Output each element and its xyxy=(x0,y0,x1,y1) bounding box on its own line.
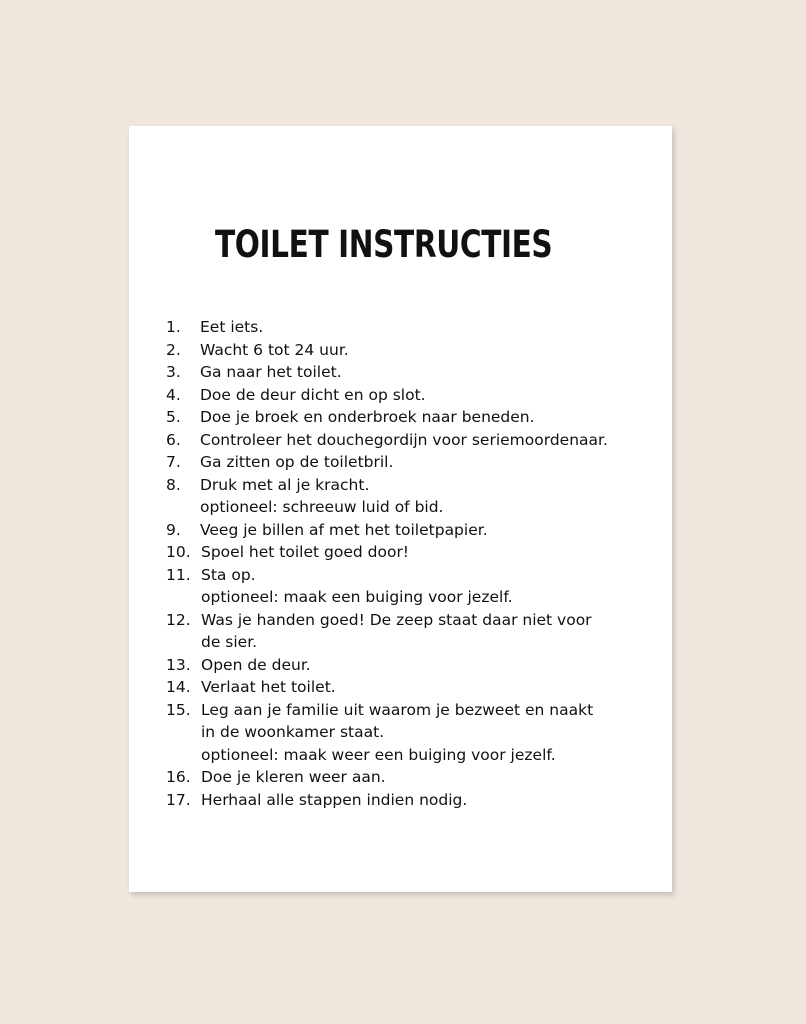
steps-list xyxy=(166,316,608,811)
step-text: Doe je kleren weer aan. xyxy=(201,768,386,786)
step-number: 4. xyxy=(166,385,181,404)
step-optional-text: optioneel: maak weer een buiging voor jezelf. xyxy=(201,745,556,764)
list-item xyxy=(166,429,608,452)
list-item xyxy=(166,654,608,677)
step-text: Herhaal alle stappen indien nodig. xyxy=(201,790,468,809)
list-item xyxy=(166,406,608,429)
step-text-continued: in de woonkamer staat. xyxy=(201,723,385,741)
step-number: 7. xyxy=(166,453,181,471)
list-item xyxy=(166,541,608,564)
step-text-continued: de sier. xyxy=(201,633,258,651)
list-item xyxy=(166,789,608,812)
step-text: Verlaat het toilet. xyxy=(201,678,336,696)
list-item xyxy=(166,474,608,519)
step-number: 9. xyxy=(166,520,181,539)
step-optional-text: optioneel: schreeuw luid of bid. xyxy=(200,498,444,516)
list-item xyxy=(166,676,608,699)
step-number: 14. xyxy=(166,678,191,696)
list-item xyxy=(166,564,608,609)
step-text: Ga zitten op de toiletbril. xyxy=(200,453,394,471)
step-number: 1. xyxy=(166,318,181,336)
step-text: Wacht 6 tot 24 uur. xyxy=(200,340,349,359)
list-item xyxy=(166,339,608,362)
step-number: 8. xyxy=(166,475,181,494)
list-item xyxy=(166,609,608,654)
page-title: TOILET INSTRUCTIES xyxy=(215,223,553,266)
list-item xyxy=(166,699,608,767)
step-text: Open de deur. xyxy=(201,655,311,674)
step-optional-text: optioneel: maak een buiging voor jezelf. xyxy=(201,588,513,606)
step-text: Spoel het toilet goed door! xyxy=(201,543,410,561)
step-number: 10. xyxy=(166,543,191,561)
step-number: 13. xyxy=(166,655,191,674)
step-text: Leg aan je familie uit waarom je bezweet en naakt xyxy=(201,700,594,719)
step-text: Was je handen goed! De zeep staat daar niet voor xyxy=(201,610,592,629)
list-item xyxy=(166,316,608,339)
step-number: 2. xyxy=(166,340,181,359)
step-text: Ga naar het toilet. xyxy=(200,363,342,381)
step-number: 15. xyxy=(166,700,191,719)
step-number: 6. xyxy=(166,430,181,449)
step-text: Druk met al je kracht. xyxy=(200,475,370,494)
step-text: Veeg je billen af met het toiletpapier. xyxy=(200,520,488,539)
step-number: 5. xyxy=(166,408,181,426)
step-text: Eet iets. xyxy=(200,318,264,336)
list-item xyxy=(166,766,608,789)
step-number: 3. xyxy=(166,363,181,381)
list-item xyxy=(166,361,608,384)
step-number: 17. xyxy=(166,790,191,809)
step-number: 12. xyxy=(166,610,191,629)
list-item xyxy=(166,451,608,474)
step-text: Controleer het douchegordijn voor seriemoordenaar. xyxy=(200,430,608,449)
list-item xyxy=(166,384,608,407)
step-number: 16. xyxy=(166,768,191,786)
step-text: Doe de deur dicht en op slot. xyxy=(200,385,426,404)
step-text: Sta op. xyxy=(201,565,256,584)
instruction-card xyxy=(129,126,672,892)
list-item xyxy=(166,519,608,542)
step-text: Doe je broek en onderbroek naar beneden. xyxy=(200,408,535,426)
step-number: 11. xyxy=(166,565,191,584)
